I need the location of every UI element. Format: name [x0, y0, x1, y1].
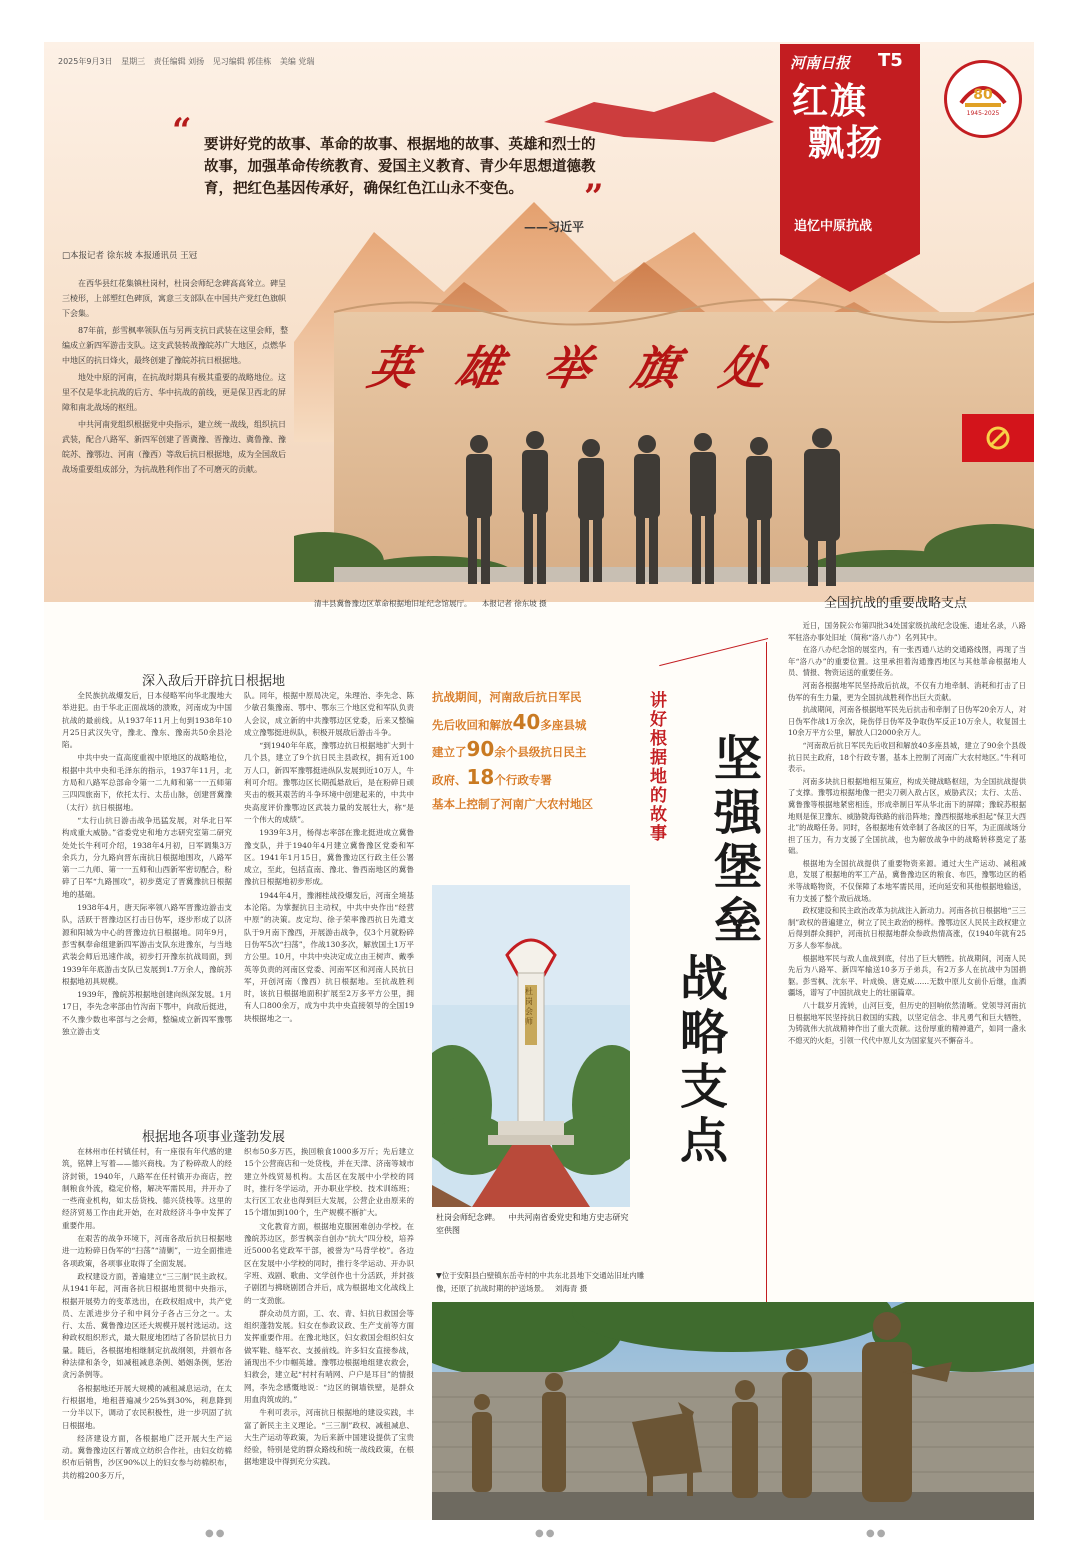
statue-group-image [454, 422, 874, 592]
paragraph: 文化教育方面，根据地克服困难创办学校。在豫皖苏边区，彭雪枫亲自创办“抗大”四分校，培养近5000名党政军干部，被誉为“马背学校”。各边区在发展中小学校的同时，推行冬学运动、开办识字班、戏剧、歌曲、文学创作也十分活跃，并封孩子剧团与拂晓剧团合并后，成为根据地文化战线上的一支劲旅。 [244, 1221, 414, 1305]
paragraph: 1938年4月，唐天际率领八路军晋豫边游击支队，活跃于晋豫边区打击日伪军，逐步形成了以济源和阳城为中心的晋豫边抗日根据地。同年9月，彭雪枫奉命组建新四军游击支队东进豫东，与当地武装会师后迅速作战，初步打开豫东抗战局面，到1939年年底游击支队已发展到1.7万余人，豫皖苏根据地初具规模。 [62, 903, 232, 986]
page-header-meta [58, 56, 320, 67]
section2-column-2 [244, 1146, 414, 1470]
paragraph: “河南敌后抗日军民先后收回和解放40多座县城，建立了90余个县级抗日民主政府，18个行政专署，基本上控制了河南广大农村地区。”牛利可表示。 [788, 740, 1026, 774]
caption-credit: 刘海青 摄 [554, 1283, 588, 1293]
lead-paragraphs [62, 276, 292, 479]
paragraph: 近日，国务院公布第四批34处国家级抗战纪念设施、遗址名录，八路军驻洛办事处旧址（简称“洛八办”）名列其中。 [788, 621, 1026, 642]
vertical-headline-strategic-pivot: 战略支点 [680, 951, 729, 1169]
stats-text: 政府、 [432, 772, 467, 787]
caption-text: 清丰县冀鲁豫边区革命根据地旧址纪念馆展厅。 [314, 599, 472, 608]
stats-text: 多座县城 [540, 717, 587, 732]
paragraph: 经济建设方面，各根据地广泛开展大生产运动。冀鲁豫边区行署成立纺织合作社，由妇女纺棉织布后销售，沙区90%以上的妇女参与纺棉织布，共纺棉200多万斤， [62, 1433, 232, 1480]
section-title-behind-lines: 深入敌后开辟抗日根据地 [142, 674, 286, 689]
paragraph: 政权建设方面，普遍建立“三三制”民主政权。从1941年起，河南各抗日根据地贯彻中央指示，根据开展势力的变革选出，在政权组成中，共产党员、左派进步分子和中间分子各占三分之一。太行、太岳、冀鲁豫边区还大规模开展村选运动。这种政权组织形式，最大限度地团结了各阶层抗日力量。随后，各根据地相继制定抗战纲领，并颁布各种法律和条令，如减租减息条例、婚姻条例，惩治贪污条例等。 [62, 1271, 232, 1380]
editor: 责任编辑 刘扬 [153, 57, 205, 66]
lead-paragraph: 在西华县红花集镇杜岗村，杜岗会师纪念碑高高耸立。碑呈三棱形，上部塑红色碑顶，寓意三支部队在中国共产党红色旗帜下会集。 [62, 279, 286, 318]
memorial-photo [432, 885, 630, 1207]
stats-text: 建立了 [432, 745, 467, 759]
paragraph: 织布50多万匹，换回粮食1000多万斤；先后建立15个公营商店和一处货栈，并在天津、济南等城市建立外线贸易机构。太岳区在发展中小学校的同时，推行冬学运动，开办职业学校、技术训练班；太行区工农业也得到巨大发展，公营企业由原来的15个增加到100个，生产规模不断扩大。 [244, 1147, 414, 1218]
paragraph: 根据地军民与敌人血战到底，付出了巨大牺牲。抗战期间，河南人民先后为八路军、新四军输送10多万子弟兵，有2万多人在抗战中为国捐躯。彭雪枫、沈东平、叶成焕、唐克威……无数中原儿女前仆后继，血洒疆场，谱写了中国抗战史上的壮丽篇章。 [788, 953, 1026, 998]
paragraph: 牛利可表示，河南抗日根据地的建设实践，丰富了新民主主义理论。“三三制”政权、减租减息、大生产运动等政策，为后来新中国建设提供了宝贵经验，特别是党的群众路线和统一战线政策，在根据地建设中得到充分实践。 [244, 1408, 414, 1467]
vertical-subheading: 讲好根据地的故事 [650, 691, 667, 844]
stats-highlight [432, 685, 628, 817]
caption-credit: 本报记者 徐东坡 摄 [481, 599, 547, 608]
paragraph: 队。同年，根据中原局决定，朱理治、李先念、陈少敏召集豫南、鄂中、鄂东三个地区党和军队负责人会议，成立新的中共豫鄂边区党委，后来又整编成立豫鄂挺进纵队，积极开展敌后游击斗争。 [244, 691, 414, 737]
stats-text: 个行政专署 [494, 772, 552, 787]
page-dots: ●● [866, 1528, 888, 1539]
statue-photo-caption [436, 1270, 646, 1295]
paragraph: 政权建设和民主政治改革为抗战注入新动力。河南各抗日根据地“三三制”政权的普遍建立，树立了民主政治的榜样。豫鄂边区人民民主政权建立后得到群众拥护，河南抗日根据地群众参政热情高涨，仅1940年就有25万多人参军参战。 [788, 906, 1026, 951]
paragraph: 八十载岁月流转，山河巨变，但历史的回响依然清晰。党领导河南抗日根据地军民坚持抗日救国的实践，以坚定信念、非凡勇气和巨大牺牲，为铸就伟大抗战精神作出了重大贡献。这份厚重的精神遗产，如同一盏永不熄灭的火炬，引领一代代中原儿女为国家复兴不懈奋斗。 [788, 1001, 1026, 1045]
column-title [792, 80, 884, 164]
xi-quote: 要讲好党的故事、革命的故事、根据地的故事、英雄和烈士的故事，加强革命传统教育、爱国主义教育、青少年思想道德教育，把红色基因传承好，确保红色江山永不变色。 [204, 136, 596, 197]
paragraph: 群众动员方面，工、农、青、妇抗日救国会等组织蓬勃发展。妇女在参政议政、生产支前等方面发挥重要作用。在豫北地区，妇女救国会组织妇女做军鞋、缝军衣、支援前线。许多妇女直接参战，涌现出不少巾帼英雄。豫鄂边根据地组建农救会，妇救会，建立起“村村有哨网、户户是耳目”的情报网，李先念感慨地说：“边区的铜墙铁壁，是群众用血肉筑成的。” [244, 1308, 414, 1404]
stats-line [432, 710, 628, 738]
stats-line [432, 737, 628, 765]
stats-line: 基本上控制了河南广大农村地区 [432, 797, 593, 811]
quote-close-mark: ” [584, 177, 604, 217]
section-title-flourishing: 根据地各项事业蓬勃发展 [142, 1130, 286, 1145]
page-dots: ●● [205, 1528, 227, 1539]
page-dots: ●● [535, 1528, 557, 1539]
section-title-strategic-pivot: 全国抗战的重要战略支点 [824, 596, 968, 611]
lead-paragraph: 地处中原的河南，在抗战时期具有极其重要的战略地位。这里不仅是华北抗战的后方、华中抗战的前线，更是保卫西北的屏障和南北战场的枢纽。 [62, 373, 286, 412]
caption-credit: 中共河南省委党史和地方史志研究室供图 [436, 1213, 629, 1235]
paragraph: 抗战期间，河南各根据地军民先后抗击和牵制了日伪军20余万人，对日伪军作战1万余次，毙伤俘日伪军及争取伪军反正10万余人，收复国土10余万平方公里，解放人口2000余万人。 [788, 705, 1026, 738]
newspaper-logo: 河南日报 [790, 54, 851, 72]
party-flag [962, 414, 1034, 462]
paragraph: 1944年4月，豫湘桂战役爆发后，河南全境基本沦陷。为掌握抗日主动权，中共中央作出“经营中原”的决策。皮定均、徐子荣率豫西抗日先遣支队于9月南下豫西，开展游击战争，仅3个月就粉碎日伪军5次“扫荡”，作战130多次，解放国土1万平方公里。10月，中共中央决定成立由王树声、戴季英等负责的河南区党委、河南军区和河南人民抗日军，开创河南（豫西）抗日根据地。至抗战胜利时，该抗日根据地面积扩展至2万多平方公里，拥有人口800余万，成为中共中央直接领导的全国19块根据地之一。 [244, 890, 414, 1023]
designer: 美编 党瑞 [279, 57, 315, 66]
section3-column [788, 620, 1026, 1047]
intern-editor: 见习编辑 郭佳栋 [212, 57, 272, 66]
stats-line: 抗战期间，河南敌后抗日军民 [432, 690, 582, 704]
hero-photo-caption [314, 598, 547, 609]
lead-paragraph: 中共河南党组织根据党中央指示，建立统一战线，组织抗日武装，配合八路军、新四军创建了晋冀豫、晋豫边、冀鲁豫、豫皖苏、豫鄂边、河南（豫西）等敌后抗日根据地，成为全国敌后战场重要组成部分，为抗战胜利作出了不可磨灭的贡献。 [62, 420, 286, 474]
issue-date: 2025年9月3日 [58, 57, 113, 66]
bronze-statues-photo [432, 1302, 1034, 1520]
badge-years: 1945-2025 [966, 110, 1000, 117]
paragraph: 在艰苦的战争环境下，河南各敌后抗日根据地进一边粉碎日伪军的“扫荡”“清剿”，一边全面推进各项政策，各项事业取得了全面发展。 [62, 1234, 232, 1268]
paragraph: 在林州市任村镇任村，有一座很有年代感的建筑，铭牌上写着——德兴商栈。为了粉碎敌人的经济封锁，1940年，八路军在任村镇开办商店，控制粮食外流，稳定价格，解决军需民用，并开办了一些商业机构，如太岳货栈、德兴货栈等。这里的经济贸易工作由此开始，在对敌经济斗争中发挥了重要作用。 [62, 1147, 232, 1230]
newspaper-page [44, 42, 1034, 1520]
stats-text: 余个县级抗日民主 [494, 745, 587, 759]
paragraph: 1939年3月，杨得志率部在豫北挺进成立冀鲁豫支队，并于1940年4月建立冀鲁豫区党委和军区。1941年1月15日，冀鲁豫边区行政主任公署成立，至此，包括直南、豫北、鲁西南地区的冀鲁豫抗日根据地初步形成。 [244, 828, 414, 887]
red-divider-diagonal [659, 638, 768, 666]
byline: □本报记者 徐东坡 本报通讯员 王冠 [62, 251, 198, 261]
lead-paragraph: 87年前，彭雪枫率领队伍与另两支抗日武装在这里会师，整编成立新四军游击支队。这支武装转战豫皖苏广大地区，点燃华中地区的抗日烽火，最终创建了豫皖苏抗日根据地。 [62, 326, 289, 365]
caption-text: ▼位于安阳县白壁镇东岳寺村的中共东北县地下交通站旧址内雕像，还原了抗战时期的护送场景。 [436, 1271, 645, 1293]
paragraph: 各根据地还开展大规模的减租减息运动，在太行根据地，地租普遍减少25%到30%，利息降到一分半以下，调动了农民积极性，进一步巩固了抗日根据地。 [62, 1383, 232, 1430]
memorial-caption [436, 1211, 636, 1237]
stats-number: 40 [512, 709, 541, 734]
caption-text: 杜岗会师纪念碑。 [436, 1213, 500, 1222]
paragraph: 根据地为全国抗战提供了重要物资来源。通过大生产运动、减租减息，发展了根据地的军工产品，冀鲁豫边区的粮食、布匹，豫鄂边区的稻米等战略物资，不仅保障了本地军需民用，还向延安和其他根据地输送，有力支援了整个敌后战场。 [788, 858, 1026, 903]
paragraph: 1939年，豫皖苏根据地创建向纵深发展。1月17日，李先念率部由竹沟南下鄂中，向敌后挺进，不久豫少数也率部与之会师，整编成立新四军豫鄂独立游击支 [62, 990, 232, 1037]
paragraph: “到1940年年底，豫鄂边抗日根据地扩大到十几个县，建立了9个抗日民主县政权，拥有近100万人口，新四军豫鄂挺进纵队发展到近10万人，牛利可介绍。豫鄂边区长期孤悬敌后，是在粉碎日顽夹击的极其艰苦的斗争环境中创建起来的，中共中央高度评价豫鄂边区武装力量的发展壮大，称“是一个伟大的成绩”。 [244, 741, 414, 824]
quote-open-mark: “ [172, 111, 192, 151]
quote-author: ——习近平 [524, 220, 585, 234]
stats-number: 90 [466, 737, 495, 761]
paragraph: 河南各根据地军民坚持敌后抗战，不仅有力地牵制、消耗和打击了日伪军的有生力量，更为全国抗战胜利作出巨大贡献。 [788, 680, 1026, 702]
stats-number: 18 [466, 764, 495, 789]
paragraph: “太行山抗日游击战争迅猛发展，对华北日军构成重大威胁。”省委党史和地方志研究室第二研究处处长牛利可介绍，1938年4月初，日军调集3万余兵力，分九路向晋东南抗日根据地围攻，八路军第一二九师、第一一五师和山西新军密切配合，粉碎了日军“九路围攻”，初步奠定了晋冀豫抗日根据地的基础。 [62, 815, 232, 899]
calligraphy-headline: 英雄举旗处 [363, 341, 814, 395]
page-number: T5 [878, 50, 903, 71]
badge-number: 80 [973, 87, 993, 103]
stats-text: 先后收回和解放 [432, 717, 513, 732]
section1-column-2 [244, 690, 414, 1026]
paragraph: 在洛八办纪念馆的展室内，有一张西通八达的交通路线图，再现了当年“洛八办”的重要位置。这里承担着沟通豫西地区与其他革命根据地人员、情报、物资运送的重要任务。 [788, 645, 1026, 678]
paragraph: 全民族抗战爆发后，日本侵略军向华北腹地大举进犯。由于华北正面战场的溃败，河南成为中国抗战的最前线。从1937年11月上旬到1938年10月25日武汉失守，豫北、豫东、豫南共50余县沦陷。 [62, 691, 232, 750]
stats-line [432, 765, 628, 793]
column-subtitle: 追忆中原抗战 [794, 219, 873, 234]
section1-column-1 [62, 690, 232, 1039]
anniversary-badge [944, 60, 1022, 138]
paragraph: 中共中央一直高度重视中原地区的战略地位，根据中共中央和毛泽东的指示，1937年11月，北方局和八路军总部命令第一二九师和第一一五师第三四四旅南下，依托太行、太岳山脉，创建晋冀豫（太行）抗日根据地。 [62, 753, 232, 812]
paragraph: 河南多块抗日根据地相互策应，构成关键战略枢纽，为全国抗战提供了支撑。豫鄂边根据地像一把尖刀刺入敌占区，威胁武汉；太行、太岳、冀鲁豫等根据地紧密相连，形成牵制日军从华北南下的屏障；豫皖苏根据地则是保卫豫东、威胁陇海铁路的前沿阵地；豫西根据地承担起“保卫大西北”的战略任务。同时，各根据地有效牵制了各战区的日军，为正面战场分担了压力，有力支援了全国抗战，也为解放战争中的战略转移奠定了基础。 [788, 776, 1026, 856]
column-title-line: 飘扬 [808, 122, 885, 164]
memorial-plaque: 杜岗会师 [525, 987, 533, 1026]
column-banner [780, 44, 920, 292]
issue-weekday: 星期三 [121, 57, 146, 66]
vertical-headline-strong-fortress: 坚强堡垒 [714, 731, 763, 949]
section2-column-1 [62, 1146, 232, 1483]
column-title-line: 红旗 [792, 80, 869, 122]
